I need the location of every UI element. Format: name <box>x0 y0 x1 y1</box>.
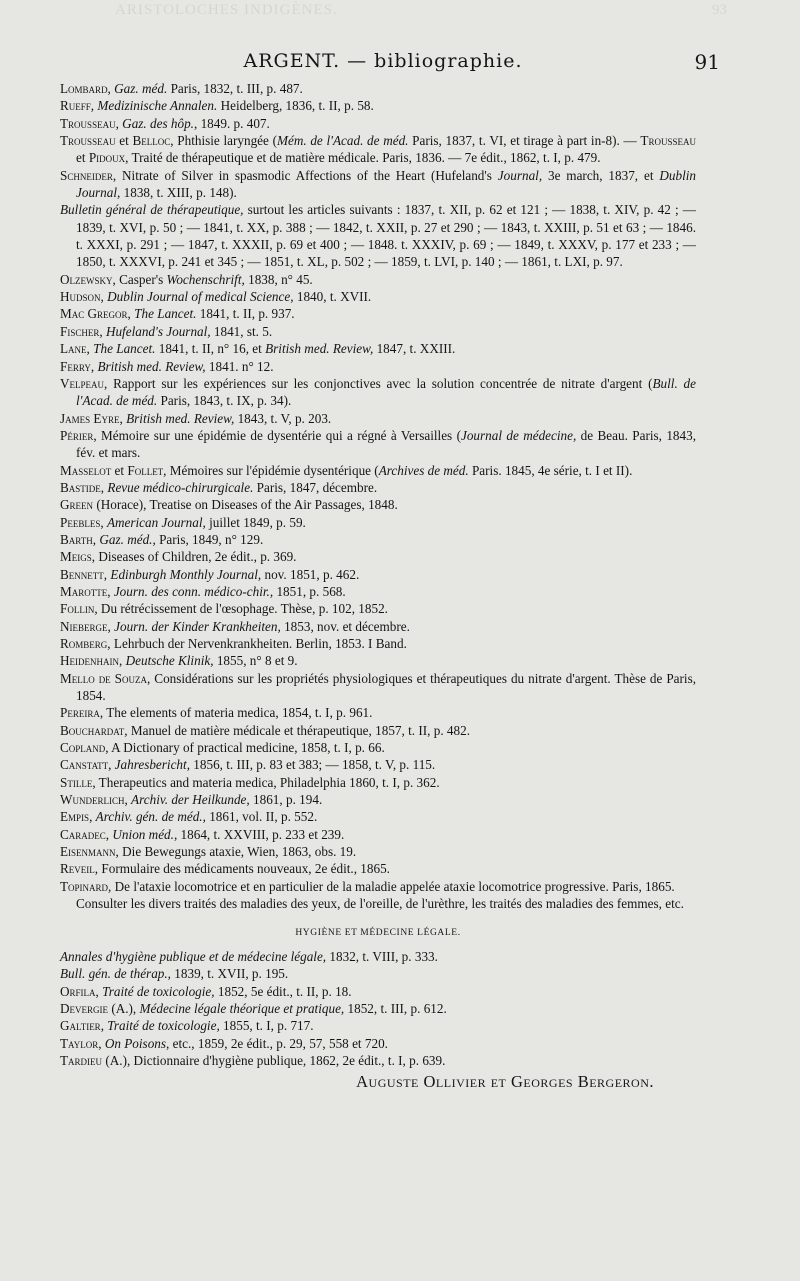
entry-title: American Journal, <box>106 514 206 530</box>
entry-title: Archives de méd. <box>378 462 469 478</box>
entry-text: Manuel de matière médicale et thérapeutique, 1857, t. II, p. 482. <box>127 722 470 738</box>
entry-title: Archiv. gén. de méd., <box>95 809 206 825</box>
entry-title: Hufeland's Journal, <box>105 323 211 339</box>
bleed-through-page-number: 93 <box>712 2 727 18</box>
entry-title: Gaz. méd. <box>114 81 168 96</box>
entry-text: 1839, t. XVII, p. 195. <box>170 966 289 982</box>
bibliography-entry <box>60 583 696 600</box>
entry-text: Diseases of Children, 2e édit., p. 369. <box>95 549 297 565</box>
entry-title: British med. Review, <box>126 410 235 426</box>
entry-text: 1841. n° 12. <box>205 358 274 374</box>
entry-title: Jahresbericht, <box>114 757 190 773</box>
bibliography-list <box>60 80 696 895</box>
signature: Auguste Ollivier et Georges Bergeron. <box>356 1072 654 1092</box>
entry-text: 1840, t. XVII. <box>293 289 372 305</box>
bibliography-entry <box>60 756 696 773</box>
bibliography-entry <box>60 860 696 877</box>
entry-author: Nieberge, <box>60 618 111 634</box>
entry-author: Peebles, <box>60 514 104 530</box>
entry-text: Casper's <box>115 271 167 287</box>
bibliography-entry <box>60 600 696 617</box>
entry-text: 1832, t. VIII, p. 333. <box>326 948 438 964</box>
entry-text: et <box>111 462 128 478</box>
entry-text: Phthisie laryngée ( <box>173 133 277 149</box>
entry-coauthor: Belloc, <box>132 133 174 149</box>
bibliography-entry <box>60 618 696 635</box>
bibliography-entry <box>60 878 696 895</box>
bibliography-entry <box>60 965 696 982</box>
entry-text: Paris. 1845, 4e série, t. I et II). <box>468 462 633 478</box>
entry-text: Nitrate of Silver in spasmodic Affections of the Heart (Hufeland's <box>116 167 498 183</box>
entry-author: Olzewsky, <box>60 271 116 287</box>
bibliography-entry <box>60 479 696 496</box>
entry-text: Paris, 1837, t. VI, et tirage à part in-8). — <box>408 133 641 149</box>
bleed-through-heading: ARISTOLOCHES INDIGÈNES. <box>115 2 338 18</box>
entry-text: Considérations sur les propriétés physiologiques et thérapeutiques du nitrate d'argent. Thèse de Paris, 1854. <box>76 670 697 704</box>
entry-text: 1843, t. V, p. 203. <box>234 410 332 426</box>
entry-author: Devergie <box>60 1000 109 1016</box>
entry-author: Bouchardat, <box>60 722 128 738</box>
entry-text: Du rétrécissement de l'œsophage. Thèse, p. 102, 1852. <box>97 601 388 617</box>
entry-text: , 1849. p. 407. <box>193 115 270 131</box>
entry-text: 1847, t. XXIII. <box>373 341 456 357</box>
entry-text: (Horace), Treatise on Diseases of the Air Passages, 1848. <box>93 497 398 513</box>
running-head <box>58 50 720 82</box>
entry-text: 1838, n° 45. <box>244 271 313 287</box>
entry-text: 1855, n° 8 et 9. <box>213 653 298 669</box>
entry-author: Lombard, <box>60 81 111 96</box>
entry-title: Union méd., <box>112 826 178 842</box>
entry-title: Annales d'hygiène publique et de médecine légale, <box>60 948 327 964</box>
entry-author: Eisenmann, <box>60 844 119 860</box>
entry-text: 1864, t. XXVIII, p. 233 et 239. <box>177 826 345 842</box>
bibliography-entry <box>60 652 696 669</box>
entry-title: Revue médico-chirurgicale. <box>107 479 254 495</box>
bibliography-entry <box>60 167 696 202</box>
entry-title: Journ. des conn. médico-chir., <box>113 583 274 599</box>
bibliography-entry <box>60 132 696 167</box>
entry-coauthor: Trousseau <box>640 133 696 149</box>
entry-author: Follin, <box>60 601 98 617</box>
entry-author: Rueff, <box>60 98 95 114</box>
bibliography-entry <box>60 635 696 652</box>
entry-title: The Lancet. <box>93 341 156 357</box>
entry-author: Galtier, <box>60 1018 104 1034</box>
closing-note: Consulter les divers traités des maladies des yeux, de l'oreille, de l'urèthre, les traités des maladies des femmes, etc. <box>76 896 684 912</box>
entry-author: James Eyre, <box>60 410 123 426</box>
entry-author: Barth, <box>60 531 97 547</box>
entry-text: Paris, 1849, n° 129. <box>155 531 264 547</box>
bibliography-entry <box>60 670 696 705</box>
entry-author: Romberg, <box>60 636 111 651</box>
entry-title: The Lancet. <box>134 306 197 322</box>
entry-title: Deutsche Klinik, <box>125 653 214 669</box>
entry-title: Médecine légale théorique et pratique, <box>139 1000 345 1016</box>
entry-text: 1852, 5e édit., t. II, p. 18. <box>214 983 352 999</box>
entry-text: 1861, vol. II, p. 552. <box>205 809 318 825</box>
entry-text: etc., 1859, 2e édit., p. 29, 57, 558 et 720. <box>169 1035 388 1051</box>
entry-author: Copland, <box>60 740 109 756</box>
entry-text: et <box>115 133 133 149</box>
entry-title: British med. Review, <box>265 341 374 357</box>
entry-text: et <box>76 150 89 166</box>
entry-text: 1853, nov. et décembre. <box>280 618 410 634</box>
bibliography-entry <box>60 566 696 583</box>
bibliography-entry <box>60 548 696 565</box>
entry-text: A Dictionary of practical medicine, 1858, t. I, p. 66. <box>108 740 385 756</box>
bibliography-entry <box>60 791 696 808</box>
entry-text: Lehrbuch der Nervenkrankheiten. Berlin, 1853. I Band. <box>110 636 407 651</box>
entry-text: Therapeutics and materia medica, Philadelphia 1860, t. I, p. 362. <box>95 774 440 790</box>
entry-text: 1841, t. II, p. 937. <box>196 306 295 322</box>
entry-text: surtout les articles suivants : 1837, t. XII, p. 62 et 121 ; — 1838, t. XIV, p. 42 ; — 1839, t. XVI, p. 50 ; — 1841, t. XX, p. 388 ; — 1842, t. XXII, p. 27 et 290 ; — 1843, t. XXIII, p. 51 et 63 ; — 1846. t. XXXI, p. 291 ; — 1847, t. XXXII, p. 69 et 400 ; — 1848. t. XXXIV, p. 69 ; — 1849, t. XXXV, p. 177 et 233 ; — 1850, t. XXXVI, p. 241 et 345 ; — 1851, t. XL, p. 502 ; — 1859, t. LVI, p. 140 ; — 1861, t. LXI, p. 97. <box>76 202 696 270</box>
entry-text: 1856, t. III, p. 83 et 383; — 1858, t. V, p. 115. <box>190 757 436 773</box>
bibliography-entry <box>60 97 696 114</box>
entry-author: Marotte, <box>60 583 111 599</box>
entry-title: Dublin Journal of medical Science, <box>107 289 294 305</box>
bibliography-entry <box>60 427 696 462</box>
entry-text: 1838, t. XIII, p. 148). <box>120 185 237 201</box>
entry-title: British med. Review, <box>97 358 206 374</box>
entry-author: Mello de Souza, <box>60 670 151 686</box>
page-number: 91 <box>694 50 720 74</box>
entry-author: Taylor, <box>60 1035 102 1051</box>
entry-text: Heidelberg, 1836, t. II, p. 58. <box>217 98 374 114</box>
entry-author: Schneider, <box>60 167 117 183</box>
entry-author: Reveil, <box>60 861 99 877</box>
entry-author: Masselot <box>60 462 112 478</box>
entry-text: juillet 1849, p. 59. <box>205 514 306 530</box>
entry-text: Formulaire des médicaments nouveaux, 2e édit., 1865. <box>98 861 390 877</box>
entry-title: Traité de toxicologie, <box>107 1018 220 1034</box>
bibliography-entry <box>60 271 696 288</box>
entry-author: Topinard, <box>60 878 112 894</box>
bibliography-entry <box>60 80 696 97</box>
bibliography-entry <box>60 722 696 739</box>
entry-author: Périer, <box>60 427 97 443</box>
entry-title: Wochenschrift, <box>166 271 245 287</box>
entry-author: Stille, <box>60 774 96 790</box>
bibliography-entry <box>60 375 696 410</box>
entry-author: Tardieu <box>60 1052 103 1068</box>
entry-author: Empis, <box>60 809 93 825</box>
entry-text: The elements of materia medica, 1854, t. I, p. 961. <box>103 705 373 721</box>
entry-author: Green <box>60 497 94 513</box>
entry-title: Gaz. méd., <box>99 531 156 547</box>
entry-text: nov. 1851, p. 462. <box>261 566 360 582</box>
entry-author: Ferry, <box>60 358 95 374</box>
entry-author: Velpeau, <box>60 375 108 391</box>
entry-author: Trousseau <box>60 133 116 149</box>
entry-title: Bulletin général de thérapeutique, <box>60 202 244 218</box>
entry-text: 1861, p. 194. <box>249 792 323 808</box>
entry-text: Mémoires sur l'épidémie dysentérique ( <box>166 462 379 478</box>
entry-text: 3e march, 1837, et <box>542 167 660 183</box>
bibliography-entry <box>60 531 696 548</box>
entry-title: Traité de toxicologie, <box>102 983 215 999</box>
bibliography-entry <box>60 983 696 1000</box>
entry-author: Hudson, <box>60 289 104 305</box>
section-heading: HYGIÈNE ET MÉDECINE LÉGALE. <box>295 927 461 938</box>
bibliography-entry <box>60 1052 696 1069</box>
entry-text: (A.), <box>108 1000 140 1016</box>
entry-text: Rapport sur les expériences sur les conjonctives avec la solution concentrée de nitrate d'argent ( <box>107 375 653 391</box>
entry-author: Pereira, <box>60 705 104 721</box>
legal-bibliography-list <box>60 948 696 1069</box>
bibliography-entry <box>60 774 696 791</box>
entry-author: Meigs, <box>60 549 96 565</box>
entry-text: Paris, 1843, t. IX, p. 34). <box>157 393 292 409</box>
entry-text: 1841, t. II, n° 16, et <box>155 341 266 357</box>
bibliography-entry <box>60 462 696 479</box>
bibliography-entry <box>60 948 696 965</box>
entry-coauthor: Follet, <box>127 462 167 478</box>
entry-author: Caradec, <box>60 826 110 842</box>
entry-author: Bastide, <box>60 479 105 495</box>
entry-text: Traité de thérapeutique et de matière médicale. Paris, 1836. — 7e édit., 1862, t. I, p. 479. <box>128 150 601 166</box>
bibliography-entry <box>60 739 696 756</box>
entry-text: Paris, 1847, décembre. <box>253 479 378 495</box>
entry-text: 1851, p. 568. <box>273 583 346 599</box>
bibliography-entry <box>60 288 696 305</box>
entry-title: Medizinische Annalen. <box>97 98 218 114</box>
entry-author: Lane, <box>60 341 90 357</box>
entry-text: Paris, 1832, t. III, p. 487. <box>167 81 303 96</box>
entry-author: Canstatt, <box>60 757 112 773</box>
entry-text: Die Bewegungs ataxie, Wien, 1863, obs. 19. <box>118 844 357 860</box>
entry-text: 1855, t. I, p. 717. <box>219 1018 314 1034</box>
page-title: ARGENT. — bibliographie. <box>243 50 523 72</box>
entry-text: Mémoire sur une épidémie de dysentérie qui a régné à Versailles ( <box>96 427 461 443</box>
entry-title: Bull. de l'Acad. de méd. <box>76 375 696 409</box>
bibliography-entry <box>60 115 696 132</box>
bibliography-entry <box>60 843 696 860</box>
entry-author: Bennett, <box>60 566 108 582</box>
entry-title: Archiv. der Heilkunde, <box>131 792 250 808</box>
bibliography-entry <box>60 323 696 340</box>
bibliography-entry <box>60 1017 696 1034</box>
entry-text: De l'ataxie locomotrice et en particulier de la maladie appelée ataxie locomotrice progressive. Paris, 1865. <box>111 878 675 894</box>
entry-author: Fischer, <box>60 323 103 339</box>
bibliography-entry <box>60 704 696 721</box>
entry-text: (A.), Dictionnaire d'hygiène publique, 1862, 2e édit., t. I, p. 639. <box>102 1052 446 1068</box>
entry-title: Gaz. des hôp. <box>122 115 194 131</box>
bibliography <box>60 80 696 1091</box>
entry-author: Wunderlich, <box>60 792 128 808</box>
entry-title: Edinburgh Monthly Journal, <box>110 566 262 582</box>
bibliography-entry <box>60 826 696 843</box>
entry-title: Mém. de l'Acad. de méd. <box>276 133 409 149</box>
entry-title: Bull. gén. de thérap., <box>60 966 171 982</box>
bibliography-entry <box>60 410 696 427</box>
bibliography-entry <box>60 514 696 531</box>
entry-title: Journal, <box>497 167 543 183</box>
bibliography-entry <box>60 340 696 357</box>
bibliography-entry <box>60 305 696 322</box>
entry-title: On Poisons, <box>104 1035 170 1051</box>
entry-author: Orfila, <box>60 983 99 999</box>
entry-title: Journ. der Kinder Krankheiten, <box>114 618 281 634</box>
bibliography-entry <box>60 201 696 270</box>
bibliography-entry <box>60 358 696 375</box>
entry-title: Journal de médecine, <box>460 427 577 443</box>
entry-author: Mac Gregor, <box>60 306 131 322</box>
bibliography-entry <box>60 1035 696 1052</box>
bibliography-entry <box>60 1000 696 1017</box>
entry-text: de Beau. Paris, 1843, fév. et mars. <box>76 427 697 461</box>
entry-author: Trousseau, <box>60 115 119 131</box>
entry-text: 1852, t. III, p. 612. <box>344 1000 447 1016</box>
bibliography-entry <box>60 808 696 825</box>
entry-author: Heidenhain, <box>60 653 123 669</box>
entry-coauthor: Pidoux, <box>88 150 129 166</box>
entry-text: 1841, st. 5. <box>210 323 273 339</box>
entry-title: Dublin Journal, <box>76 167 696 201</box>
bibliography-entry <box>60 496 696 513</box>
